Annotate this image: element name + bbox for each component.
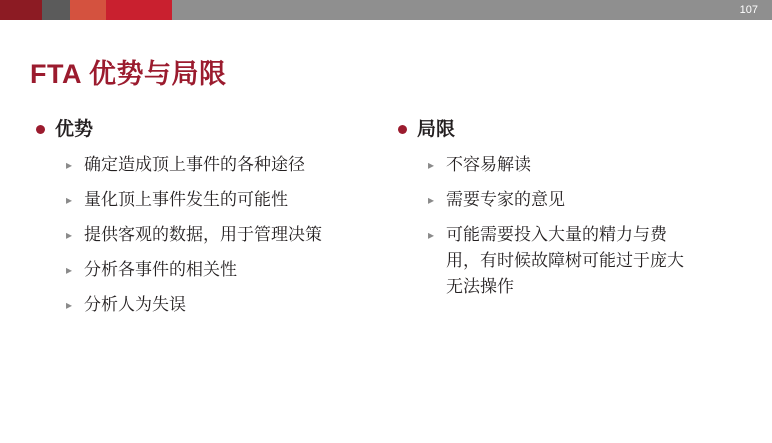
topbar-block-red xyxy=(106,0,172,20)
column-heading-label: 优势 xyxy=(55,119,94,140)
column-limitations xyxy=(398,118,748,327)
list-item-label: 提供客观的数据，用于管理决策 xyxy=(84,225,322,244)
list-item xyxy=(66,187,386,213)
list-item xyxy=(428,187,748,213)
arrow-bullet-icon: ▸ xyxy=(66,228,73,242)
content-columns xyxy=(0,118,772,327)
arrow-bullet-icon: ▸ xyxy=(66,193,73,207)
arrow-bullet-icon: ▸ xyxy=(428,193,435,207)
list-item xyxy=(66,257,386,283)
list-item xyxy=(428,152,748,178)
page-number: 107 xyxy=(739,4,758,16)
arrow-bullet-icon: ▸ xyxy=(66,298,73,312)
list-item xyxy=(428,222,748,300)
list-item-label: 需要专家的意见 xyxy=(446,190,565,209)
bullet-dot-icon xyxy=(36,125,45,134)
topbar-block-orange xyxy=(70,0,106,20)
list-item-label: 确定造成顶上事件的各种途径 xyxy=(84,155,305,174)
list-item-label: 不容易解读 xyxy=(446,155,531,174)
column-heading xyxy=(36,118,386,142)
top-decoration-bar xyxy=(0,0,772,20)
column-heading-label: 局限 xyxy=(417,119,456,140)
arrow-bullet-icon: ▸ xyxy=(428,228,435,242)
list-item-label: 量化顶上事件发生的可能性 xyxy=(84,190,288,209)
list-item-label: 分析人为失误 xyxy=(84,295,186,314)
column-heading xyxy=(398,118,748,142)
column-advantages xyxy=(36,118,386,327)
arrow-bullet-icon: ▸ xyxy=(66,263,73,277)
list-item-label: 分析各事件的相关性 xyxy=(84,260,237,279)
topbar-block-gray xyxy=(42,0,70,20)
list-item xyxy=(66,292,386,318)
page-title: FTA 优势与局限 xyxy=(30,59,227,89)
bullet-dot-icon xyxy=(398,125,407,134)
arrow-bullet-icon: ▸ xyxy=(66,158,73,172)
arrow-bullet-icon: ▸ xyxy=(428,158,435,172)
list-item-label: 可能需要投入大量的精力与费用，有时候故障树可能过于庞大无法操作 xyxy=(446,225,684,296)
topbar-block-dark-red xyxy=(0,0,42,20)
topbar-block-fill xyxy=(172,0,772,20)
list-item xyxy=(66,222,386,248)
list-item xyxy=(66,152,386,178)
